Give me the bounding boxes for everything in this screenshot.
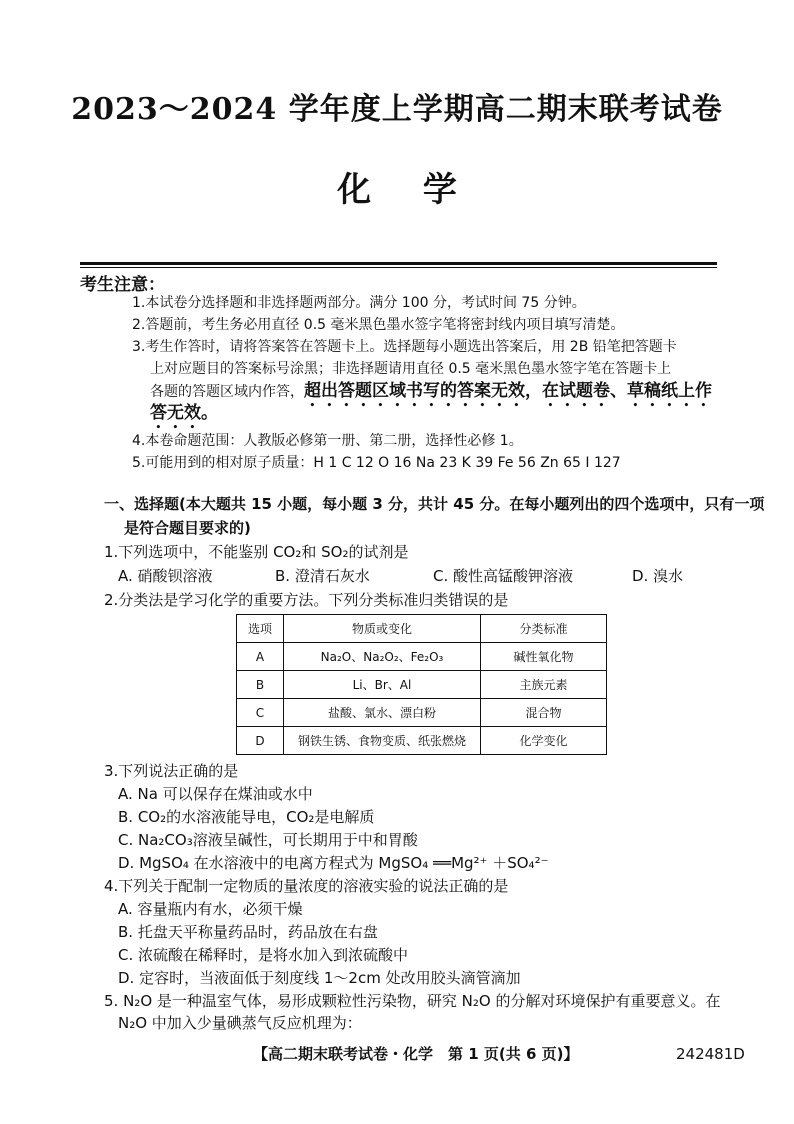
notice-emphasis-2: 答无效。 (150, 403, 218, 423)
table-cell: B (237, 671, 284, 699)
q2-stem: 2.分类法是学习化学的重要方法。下列分类标准归类错误的是 (104, 591, 509, 609)
q3-option-b: B. CO₂的水溶液能导电，CO₂是电解质 (118, 808, 375, 826)
table-cell: A (237, 643, 284, 671)
header-divider-thin (80, 267, 717, 268)
table-cell: D (237, 727, 284, 755)
q1-option-d: D. 溴水 (632, 567, 684, 585)
q4-option-d: D. 定容时，当液面低于刻度线 1～2cm 处改用胶头滴管滴加 (118, 969, 521, 987)
q5-line-2: N₂O 中加入少量碘蒸气反应机理为： (118, 1014, 362, 1032)
q3-option-a: A. Na 可以保存在煤油或水中 (118, 785, 313, 803)
table-cell: 混合物 (481, 699, 607, 727)
q1-option-b: B. 澄清石灰水 (275, 567, 370, 585)
q4-option-b: B. 托盘天平称量药品时，药品放在右盘 (118, 923, 378, 941)
q4-stem: 4.下列关于配制一定物质的量浓度的溶液实验的说法正确的是 (104, 877, 509, 895)
notice-heading: 考生注意： (80, 275, 165, 295)
q3-option-d: D. MgSO₄ 在水溶液中的电离方程式为 MgSO₄ ══Mg²⁺ ＋SO₄²⁻ (118, 854, 549, 872)
q5-line-1: 5. N₂O 是一种温室气体，易形成颗粒性污染物，研究 N₂O 的分解对环境保护有重要意义。在 (104, 992, 721, 1010)
notice-item-5: 5.可能用到的相对原子质量：H 1 C 12 O 16 Na 23 K 39 Fe 56 Zn 65 I 127 (132, 455, 621, 471)
table-cell: 化学变化 (481, 727, 607, 755)
table-row (237, 643, 607, 671)
q1-stem: 1.下列选项中，不能鉴别 CO₂和 SO₂的试剂是 (104, 543, 409, 561)
notice-emphasis-1: 超出答题区域书写的答案无效，在试题卷、草稿纸上作 (304, 381, 712, 401)
table-header: 选项 (237, 615, 284, 643)
table-cell: 主族元素 (481, 671, 607, 699)
table-cell: Li、Br、Al (284, 671, 481, 699)
header-divider (80, 262, 717, 265)
notice-item-4: 4.本卷命题范围：人教版必修第一册、第二册，选择性必修 1。 (132, 433, 523, 449)
table-cell: 碱性氧化物 (481, 643, 607, 671)
notice-item-3-cont2: 各题的答题区域内作答，超出答题区域书写的答案无效，在试题卷、草稿纸上作 (150, 381, 712, 401)
notice-item-3-cont: 上对应题目的答案标号涂黑；非选择题请用直径 0.5 毫米黑色墨水签字笔在答题卡上 (150, 361, 672, 377)
table-header: 分类标准 (481, 615, 607, 643)
table-cell: C (237, 699, 284, 727)
exam-code: 242481D (676, 1045, 745, 1063)
page-footer: 【高二期末联考试卷・化学 第 1 页(共 6 页)】 (253, 1045, 579, 1063)
table-row (237, 671, 607, 699)
q4-option-a: A. 容量瓶内有水，必须干燥 (118, 900, 303, 918)
notice-item-2: 2.答题前，考生务必用直径 0.5 毫米黑色墨水签字笔将密封线内项目填写清楚。 (132, 317, 625, 333)
table-row (237, 699, 607, 727)
q1-option-c: C. 酸性高锰酸钾溶液 (433, 567, 574, 585)
table-cell: Na₂O、Na₂O₂、Fe₂O₃ (284, 643, 481, 671)
notice-item-3: 3.考生作答时，请将答案答在答题卡上。选择题每小题选出答案后，用 2B 铅笔把答题卡 (132, 339, 677, 355)
section-heading: 一、选择题(本大题共 15 小题，每小题 3 分，共计 45 分。在每小题列出的四个选项中，只有一项 是符合题目要求的) (104, 495, 765, 537)
subject-title: 化 学 (337, 170, 457, 210)
notice-emphasis-2-wrap (150, 402, 218, 433)
q1-option-a: A. 硝酸钡溶液 (118, 567, 213, 585)
table-header: 物质或变化 (284, 615, 481, 643)
table-row (237, 727, 607, 755)
q3-option-c: C. Na₂CO₃溶液呈碱性，可长期用于中和胃酸 (118, 831, 418, 849)
classification-table (236, 614, 607, 755)
table-cell: 盐酸、氯水、漂白粉 (284, 699, 481, 727)
q4-option-c: C. 浓硫酸在稀释时，是将水加入到浓硫酸中 (118, 946, 409, 964)
table-header-row (237, 615, 607, 643)
exam-title: 2023～2024 学年度上学期高二期末联考试卷 (71, 92, 723, 127)
notice-item-1: 1.本试卷分选择题和非选择题两部分。满分 100 分，考试时间 75 分钟。 (132, 295, 586, 311)
table-cell: 钢铁生锈、食物变质、纸张燃烧 (284, 727, 481, 755)
q3-stem: 3.下列说法正确的是 (104, 762, 239, 780)
